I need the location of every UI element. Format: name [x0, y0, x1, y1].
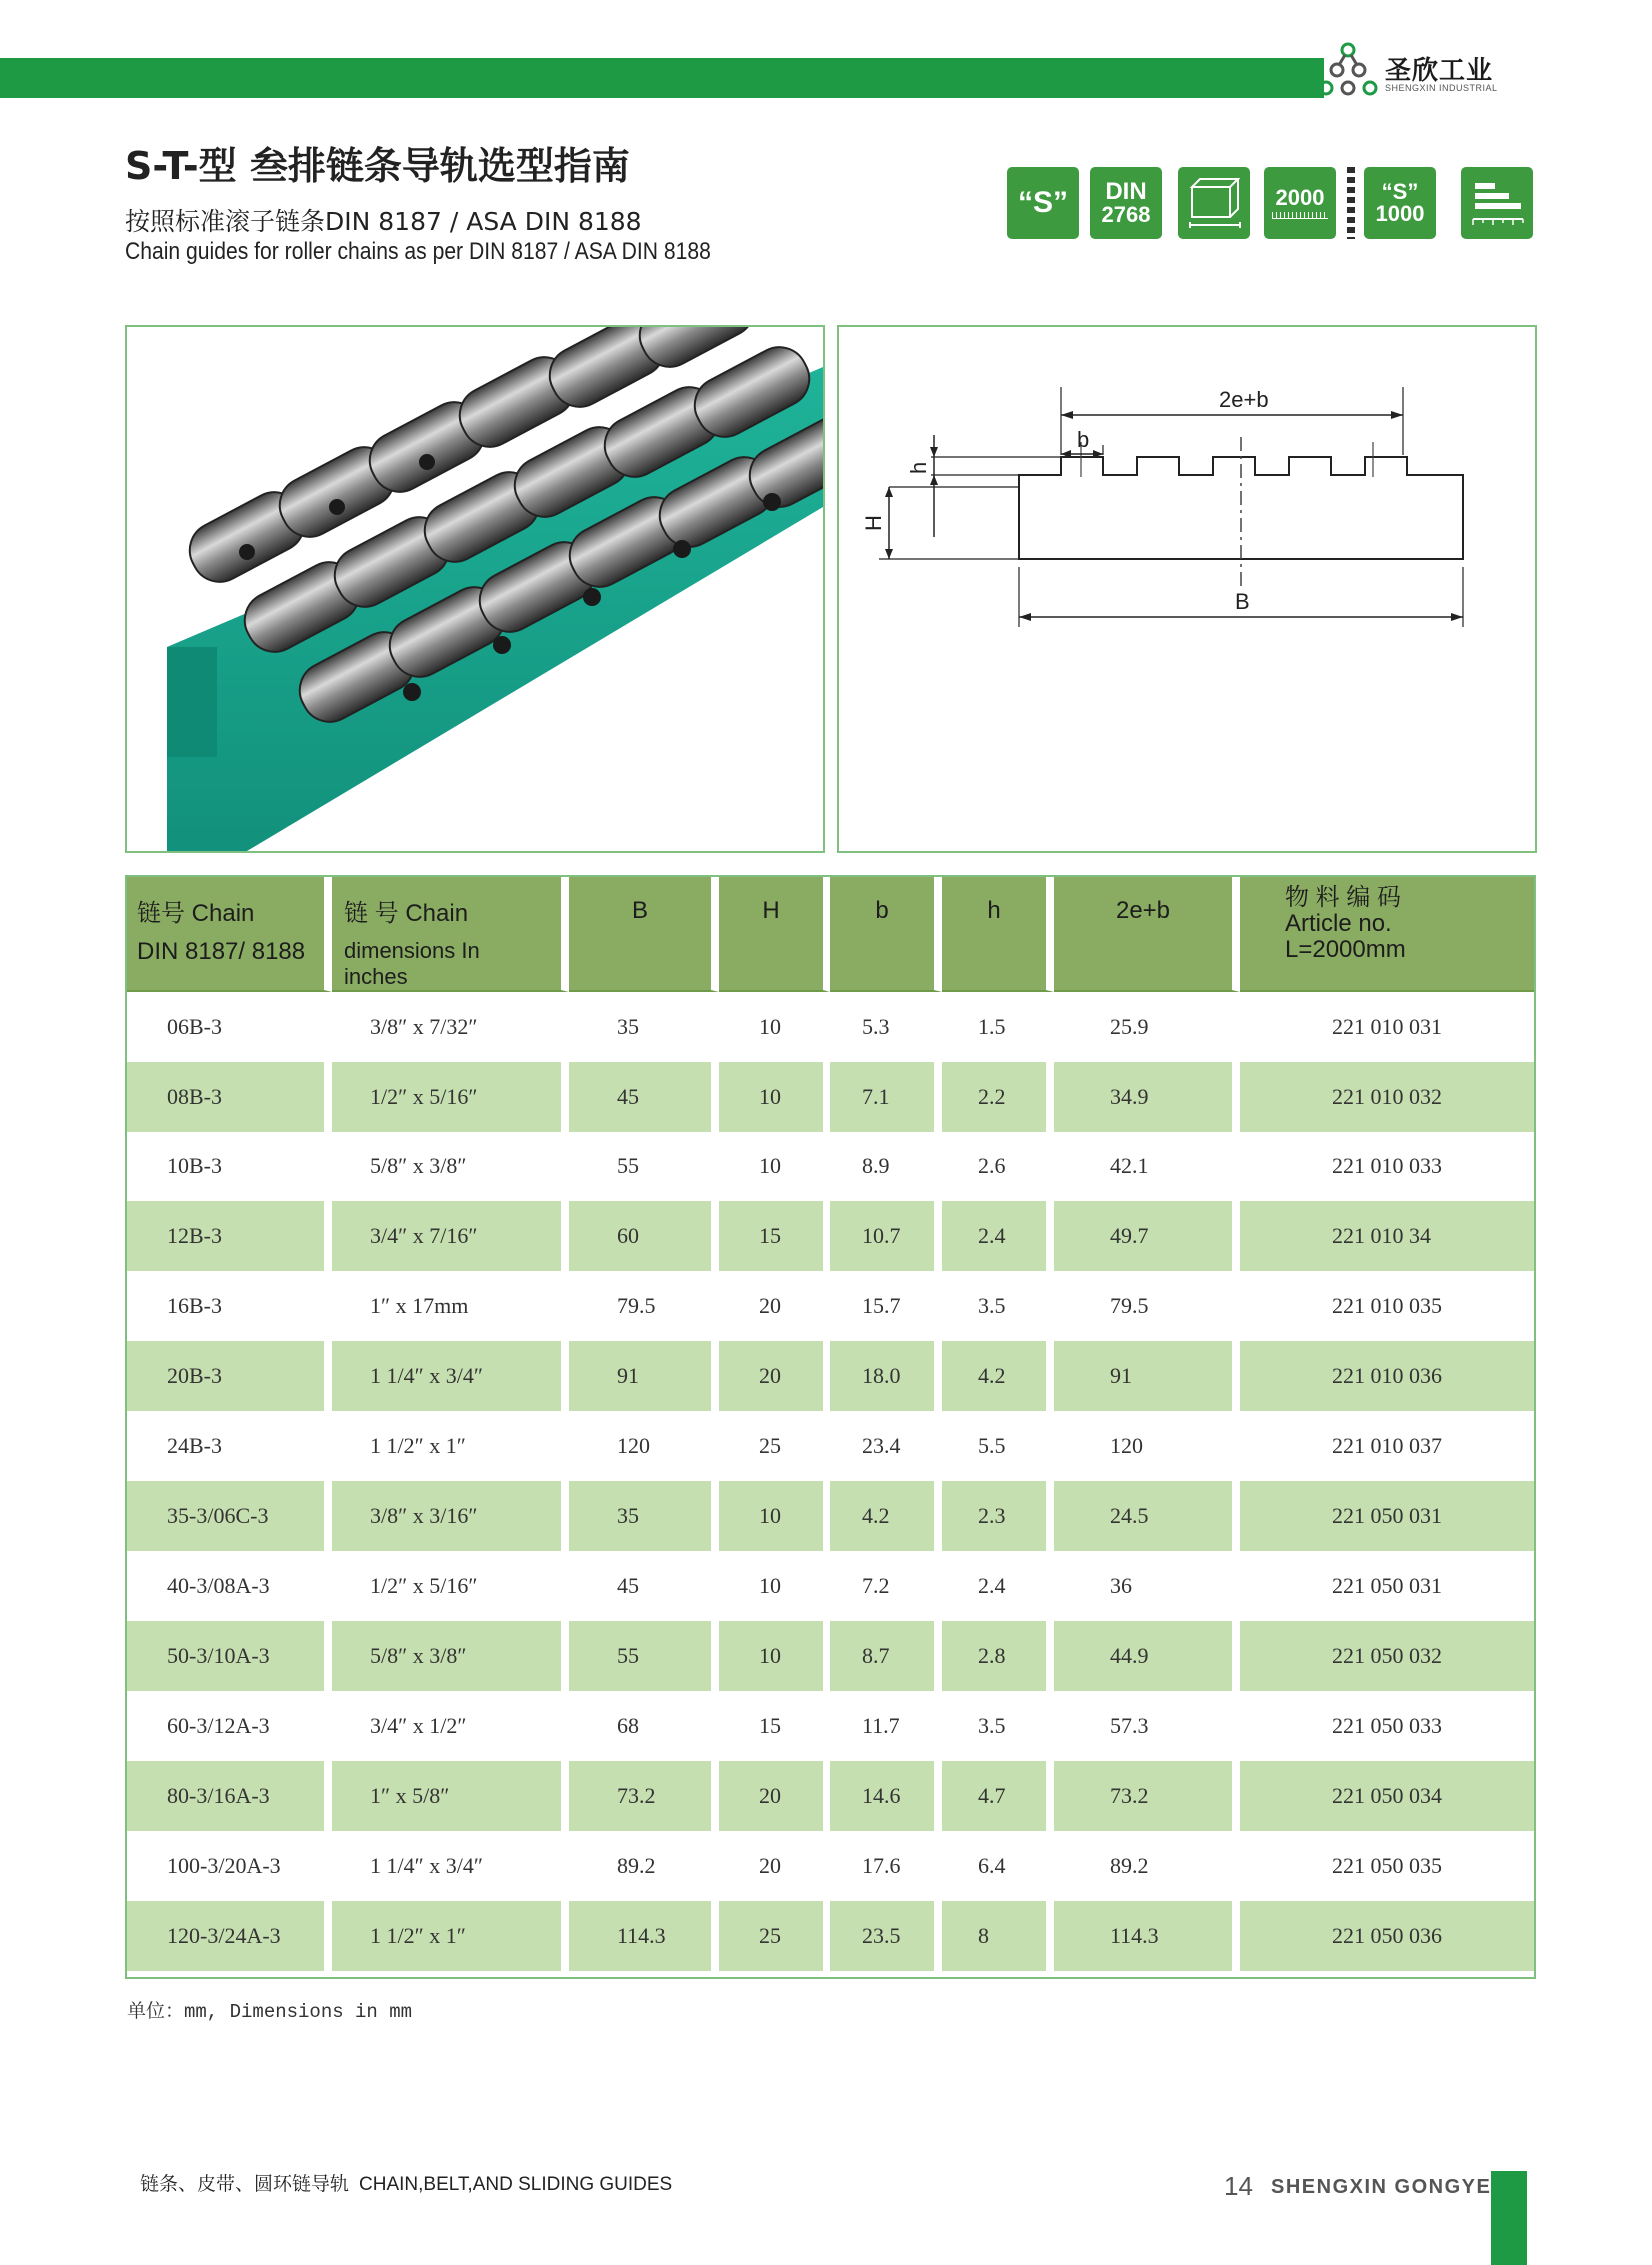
cell-H-upper: 10 [719, 1621, 830, 1691]
cell-H-upper: 25 [719, 1901, 830, 1971]
cell-article: 221 050 034 [1240, 1761, 1536, 1831]
col-header-inches [332, 875, 569, 992]
cell-article: 221 010 031 [1240, 992, 1536, 1062]
cell-b: 23.5 [830, 1901, 942, 1971]
cell-H-upper: 20 [719, 1341, 830, 1411]
cell-2e-b: 36 [1054, 1551, 1240, 1621]
brand-logo [1317, 40, 1517, 100]
col-header-b: b [830, 875, 942, 992]
col-header-h: h [942, 875, 1054, 992]
cell-chain: 40-3/08A-3 [125, 1551, 332, 1621]
header-inches-line1: 链 号 Chain [344, 900, 469, 927]
subtitle-cn: 按照标准滚子链条DIN 8187 / ASA DIN 8188 [125, 207, 642, 236]
cell-H-upper: 10 [719, 992, 830, 1062]
cell-h: 3.5 [942, 1691, 1054, 1761]
cell-b: 7.2 [830, 1551, 942, 1621]
cell-b: 8.9 [830, 1132, 942, 1201]
cell-2e-b: 114.3 [1054, 1901, 1240, 1971]
cell-2e-b: 91 [1054, 1341, 1240, 1411]
cell-inches: 1/2″ x 5/16″ [332, 1551, 569, 1621]
cell-chain: 16B-3 [125, 1271, 332, 1341]
cell-b: 4.2 [830, 1481, 942, 1551]
shengxin-logo-icon [1317, 40, 1379, 100]
spec-table [125, 875, 1536, 1971]
cell-article: 221 050 035 [1240, 1831, 1536, 1901]
cell-B-upper: 55 [569, 1621, 719, 1691]
cell-chain: 120-3/24A-3 [125, 1901, 332, 1971]
cell-inches: 1/2″ x 5/16″ [332, 1062, 569, 1132]
cell-2e-b: 73.2 [1054, 1761, 1240, 1831]
table-row [125, 1271, 1536, 1341]
cell-article: 221 010 032 [1240, 1062, 1536, 1132]
cell-article: 221 050 032 [1240, 1621, 1536, 1691]
cell-chain: 08B-3 [125, 1062, 332, 1132]
cell-B-upper: 35 [569, 1481, 719, 1551]
cell-b: 5.3 [830, 992, 942, 1062]
cell-chain: 80-3/16A-3 [125, 1761, 332, 1831]
cell-2e-b: 79.5 [1054, 1271, 1240, 1341]
cell-chain: 50-3/10A-3 [125, 1621, 332, 1691]
header-chain-line2: DIN 8187/ 8188 [137, 938, 306, 965]
profile-box-icon [1178, 167, 1250, 239]
cell-2e-b: 49.7 [1054, 1201, 1240, 1271]
length-icon [1264, 167, 1336, 239]
cell-inches: 1 1/4″ x 3/4″ [332, 1341, 569, 1411]
cell-h: 6.4 [942, 1831, 1054, 1901]
table-row [125, 992, 1536, 1062]
cell-h: 1.5 [942, 992, 1054, 1062]
table-row [125, 1062, 1536, 1132]
cell-h: 4.7 [942, 1761, 1054, 1831]
footer-en: CHAIN,BELT,AND SLIDING GUIDES [359, 2174, 673, 2195]
product-photo [125, 325, 825, 853]
cell-2e-b: 25.9 [1054, 992, 1240, 1062]
badge-separator [1347, 167, 1355, 239]
cell-H-upper: 20 [719, 1761, 830, 1831]
cell-B-upper: 114.3 [569, 1901, 719, 1971]
cell-H-upper: 10 [719, 1551, 830, 1621]
cell-H-upper: 20 [719, 1831, 830, 1901]
cell-H-upper: 20 [719, 1271, 830, 1341]
cell-h: 2.8 [942, 1621, 1054, 1691]
cell-b: 23.4 [830, 1411, 942, 1481]
cell-inches: 3/8″ x 7/32″ [332, 992, 569, 1062]
cell-b: 11.7 [830, 1691, 942, 1761]
cell-article: 221 050 031 [1240, 1551, 1536, 1621]
cell-B-upper: 79.5 [569, 1271, 719, 1341]
footer-brand: SHENGXIN GONGYE [1271, 2176, 1492, 2198]
cell-h: 2.4 [942, 1551, 1054, 1621]
cell-H-upper: 10 [719, 1132, 830, 1201]
dim-label-B: B [1235, 589, 1250, 614]
cell-chain: 24B-3 [125, 1411, 332, 1481]
header-chain-line1: 链号 Chain [137, 900, 255, 927]
cell-chain: 06B-3 [125, 992, 332, 1062]
din-icon [1090, 167, 1162, 239]
cell-h: 8 [942, 1901, 1054, 1971]
cell-H-upper: 15 [719, 1691, 830, 1761]
unit-note: 单位：mm, Dimensions in mm [127, 2001, 413, 2023]
cell-2e-b: 24.5 [1054, 1481, 1240, 1551]
col-header-B: B [569, 875, 719, 992]
page-title: S-T-型 叁排链条导轨选型指南 [125, 144, 630, 188]
cell-article: 221 010 033 [1240, 1132, 1536, 1201]
table-row [125, 1831, 1536, 1901]
header-article-line2: Article no. [1285, 910, 1392, 937]
badge-din-label: DIN [1105, 178, 1147, 205]
cell-h: 2.2 [942, 1062, 1054, 1132]
cell-inches: 1 1/2″ x 1″ [332, 1411, 569, 1481]
brand-name-cn: 圣欣工业 [1385, 56, 1494, 86]
stack-icon [1461, 167, 1533, 239]
cell-B-upper: 35 [569, 992, 719, 1062]
table-row [125, 1132, 1536, 1201]
cell-chain: 12B-3 [125, 1201, 332, 1271]
cell-inches: 1 1/2″ x 1″ [332, 1901, 569, 1971]
cell-2e-b: 34.9 [1054, 1062, 1240, 1132]
badge-s-label: “S” [1017, 186, 1068, 219]
cell-B-upper: 45 [569, 1062, 719, 1132]
table-row [125, 1481, 1536, 1551]
cell-article: 221 010 34 [1240, 1201, 1536, 1271]
cell-B-upper: 68 [569, 1691, 719, 1761]
table-header-row [125, 875, 1536, 992]
table-row [125, 1341, 1536, 1411]
col-header-H: H [719, 875, 830, 992]
cell-2e-b: 89.2 [1054, 1831, 1240, 1901]
footer-cn: 链条、皮带、圆环链导轨 [140, 2173, 350, 2195]
brand-name-en: SHENGXIN INDUSTRIAL [1385, 83, 1498, 93]
dim-label-2e-b: 2e+b [1219, 387, 1269, 412]
cell-H-upper: 15 [719, 1201, 830, 1271]
badge-s-length-value: 1000 [1375, 201, 1425, 226]
table-row [125, 1901, 1536, 1971]
profile-dimension-drawing [837, 325, 1537, 853]
cell-inches: 1″ x 5/8″ [332, 1761, 569, 1831]
dim-label-h: h [906, 461, 931, 474]
cell-h: 2.4 [942, 1201, 1054, 1271]
cell-H-upper: 10 [719, 1062, 830, 1132]
cell-h: 3.5 [942, 1271, 1054, 1341]
cell-b: 18.0 [830, 1341, 942, 1411]
cell-h: 2.3 [942, 1481, 1054, 1551]
table-row [125, 1201, 1536, 1271]
dim-label-b: b [1077, 427, 1090, 452]
badge-din-number: 2768 [1101, 202, 1151, 227]
header-article-line3: L=2000mm [1285, 936, 1406, 963]
cell-article: 221 010 037 [1240, 1411, 1536, 1481]
table-row [125, 1551, 1536, 1621]
cell-b: 17.6 [830, 1831, 942, 1901]
page-number: 14 [1224, 2171, 1253, 2201]
cell-b: 8.7 [830, 1621, 942, 1691]
col-header-chain [125, 875, 332, 992]
cell-inches: 3/4″ x 7/16″ [332, 1201, 569, 1271]
cell-B-upper: 60 [569, 1201, 719, 1271]
cell-article: 221 050 033 [1240, 1691, 1536, 1761]
footer-green-bar [1491, 2171, 1527, 2265]
cell-h: 4.2 [942, 1341, 1054, 1411]
cell-B-upper: 45 [569, 1551, 719, 1621]
header-inches-line2: dimensions In inches [344, 938, 480, 989]
table-row [125, 1761, 1536, 1831]
triple-roller-chain-image [127, 327, 823, 851]
top-green-bar [0, 58, 1324, 98]
cell-b: 14.6 [830, 1761, 942, 1831]
cell-B-upper: 89.2 [569, 1831, 719, 1901]
cell-inches: 5/8″ x 3/8″ [332, 1132, 569, 1201]
cell-2e-b: 42.1 [1054, 1132, 1240, 1201]
subtitle-en: Chain guides for roller chains as per DIN 8187 / ASA DIN 8188 [125, 238, 711, 265]
cell-inches: 3/4″ x 1/2″ [332, 1691, 569, 1761]
cell-B-upper: 120 [569, 1411, 719, 1481]
cell-h: 2.6 [942, 1132, 1054, 1201]
footer-section-title [140, 2169, 672, 2196]
cell-2e-b: 44.9 [1054, 1621, 1240, 1691]
col-header-2e-b: 2e+b [1054, 875, 1240, 992]
cell-H-upper: 25 [719, 1411, 830, 1481]
badge-length-value: 2000 [1275, 185, 1325, 210]
cell-B-upper: 91 [569, 1341, 719, 1411]
cell-chain: 20B-3 [125, 1341, 332, 1411]
table-row [125, 1621, 1536, 1691]
cell-article: 221 050 036 [1240, 1901, 1536, 1971]
cell-h: 5.5 [942, 1411, 1054, 1481]
header-article-line1: 物 料 编 码 [1285, 884, 1402, 911]
cell-inches: 1 1/4″ x 3/4″ [332, 1831, 569, 1901]
cell-chain: 100-3/20A-3 [125, 1831, 332, 1901]
cell-inches: 1″ x 17mm [332, 1271, 569, 1341]
cell-B-upper: 55 [569, 1132, 719, 1201]
cell-2e-b: 57.3 [1054, 1691, 1240, 1761]
s-profile-icon [1007, 167, 1079, 239]
cell-b: 7.1 [830, 1062, 942, 1132]
table-row [125, 1691, 1536, 1761]
cell-article: 221 010 036 [1240, 1341, 1536, 1411]
cell-article: 221 010 035 [1240, 1271, 1536, 1341]
cell-chain: 60-3/12A-3 [125, 1691, 332, 1761]
dim-label-H: H [861, 515, 886, 531]
col-header-article [1240, 875, 1536, 992]
cell-H-upper: 10 [719, 1481, 830, 1551]
cell-B-upper: 73.2 [569, 1761, 719, 1831]
cell-b: 15.7 [830, 1271, 942, 1341]
cell-2e-b: 120 [1054, 1411, 1240, 1481]
cell-chain: 35-3/06C-3 [125, 1481, 332, 1551]
badge-s-label-2: “S” [1381, 179, 1419, 204]
cell-b: 10.7 [830, 1201, 942, 1271]
cell-article: 221 050 031 [1240, 1481, 1536, 1551]
cell-chain: 10B-3 [125, 1132, 332, 1201]
s-length-icon [1364, 167, 1436, 239]
table-row [125, 1411, 1536, 1481]
cell-inches: 3/8″ x 3/16″ [332, 1481, 569, 1551]
cell-inches: 5/8″ x 3/8″ [332, 1621, 569, 1691]
